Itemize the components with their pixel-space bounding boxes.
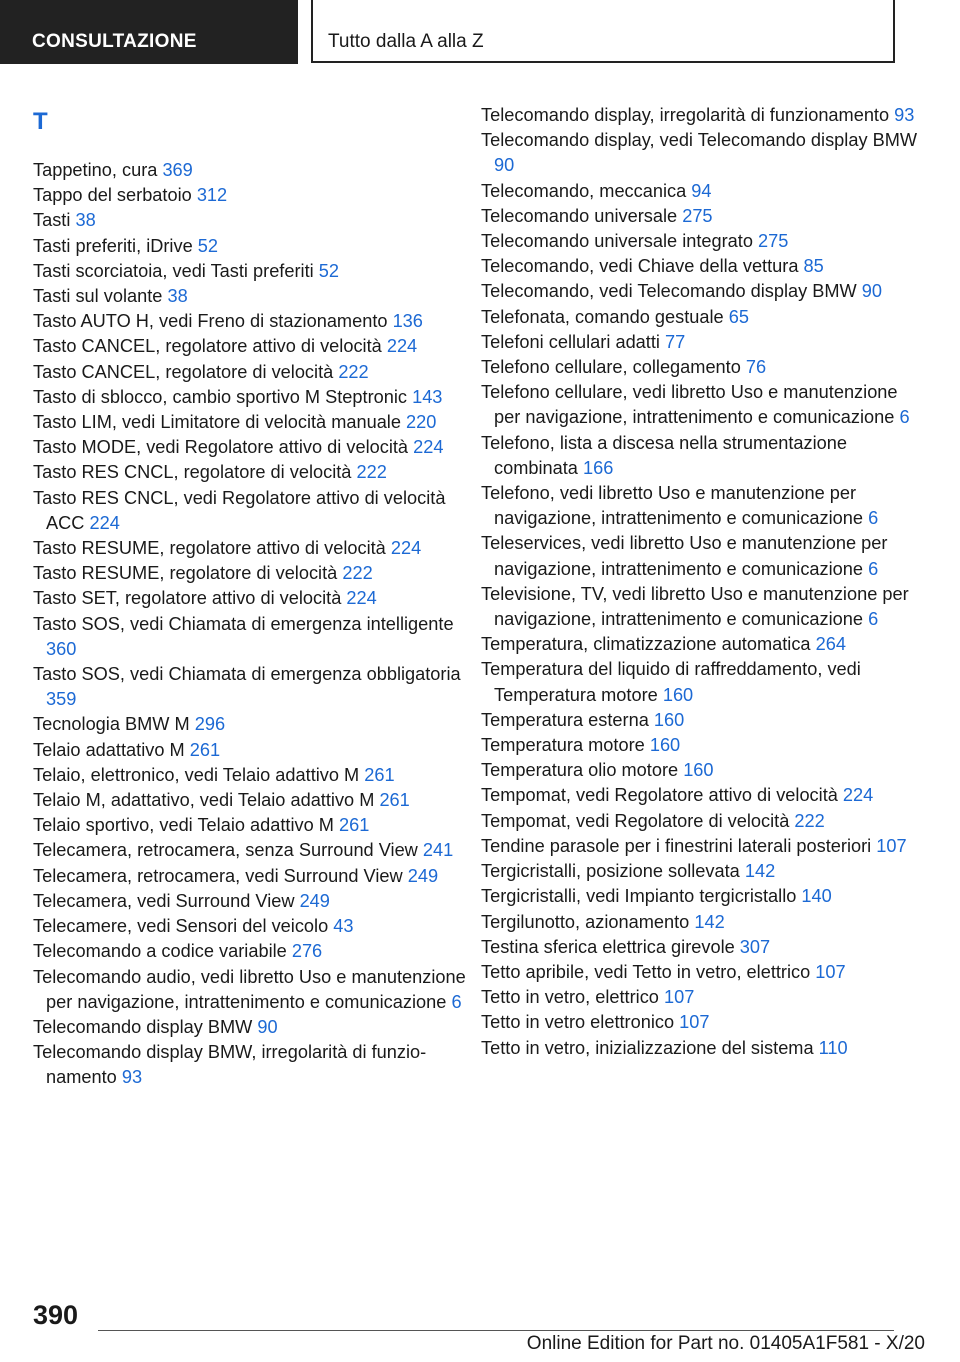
index-page-link[interactable]: 160 (683, 760, 714, 781)
index-entry (481, 733, 921, 758)
index-page-link[interactable]: 261 (379, 790, 410, 811)
index-page-link[interactable]: 261 (364, 764, 395, 785)
index-entry (481, 960, 921, 985)
index-entry-text: Tetto apribile, vedi Tetto in vetro, elettrico (481, 961, 811, 982)
footer-divider (98, 1330, 894, 1331)
index-entry (481, 859, 921, 884)
index-entry-text: Tempomat, vedi Regolatore di velocità (481, 810, 790, 831)
index-entry (481, 531, 921, 581)
index-entry-text: Tasti (33, 210, 71, 231)
index-entry (481, 229, 921, 254)
index-page-link[interactable]: 6 (868, 508, 879, 529)
index-entry (33, 965, 473, 1015)
index-page-link[interactable]: 140 (801, 886, 832, 907)
index-entry (33, 435, 473, 460)
index-entry (33, 1040, 473, 1090)
index-page-link[interactable]: 360 (46, 638, 77, 659)
index-entry (33, 788, 473, 813)
index-entry (481, 380, 921, 430)
index-entry-text: Telecomando universale (481, 205, 678, 226)
index-entry (481, 884, 921, 909)
index-page-link[interactable]: 43 (333, 916, 354, 937)
index-entry-text: Tetto in vetro, inizializzazione del sistema (481, 1037, 814, 1058)
index-entry (481, 330, 921, 355)
index-page-link[interactable]: 52 (318, 260, 339, 281)
index-entry-text: Temperatura del liquido di raffreddamento, vedi Temperatura motore (481, 659, 861, 705)
index-entry-text: Testina sferica elettrica girevole (481, 936, 735, 957)
index-page-link[interactable]: 93 (121, 1067, 143, 1088)
index-entry (481, 910, 921, 935)
index-entry-text: Telaio, elettronico, vedi Telaio adattivo M (33, 764, 360, 785)
index-entry-text: Telefono, vedi libretto Uso e manutenzione per navigazione, intrattenimento e comunicazione (481, 483, 864, 529)
index-entry (33, 410, 473, 435)
index-entry-text: Telecamera, vedi Surround View (33, 890, 295, 911)
index-entry (481, 1036, 921, 1061)
index-entry (481, 657, 921, 707)
index-page-link[interactable]: 224 (89, 512, 120, 533)
index-entry (33, 385, 473, 410)
index-entry (481, 279, 921, 304)
index-entry-text: Temperatura olio motore (481, 760, 679, 781)
index-page-link[interactable]: 94 (691, 180, 712, 201)
footer-edition: Online Edition for Part no. 01405A1F581 - X/20 (526, 1333, 925, 1354)
index-entry (33, 712, 473, 737)
index-page-link[interactable]: 107 (679, 1012, 710, 1033)
index-entry (481, 204, 921, 229)
index-entry (33, 234, 473, 259)
index-page-link[interactable]: 224 (386, 336, 418, 357)
index-entry (33, 208, 473, 233)
index-page-link[interactable]: 38 (167, 286, 188, 307)
index-entry-text: Tergicristalli, vedi Impianto tergicristallo (481, 886, 797, 907)
index-page-link[interactable]: 275 (682, 205, 713, 226)
index-entry (33, 536, 473, 561)
index-entry-text: Telecomando, vedi Telecomando display BMW (481, 281, 857, 302)
header-chapter-tab (311, 0, 895, 63)
index-page-link[interactable]: 6 (451, 991, 462, 1012)
index-page-link[interactable]: 261 (339, 815, 370, 836)
index-page-link[interactable]: 90 (494, 155, 515, 176)
index-entry (33, 259, 473, 284)
index-page-link[interactable]: 220 (406, 412, 437, 433)
index-entry-text: Telecomando display, irregolarità di funzionamento (481, 105, 890, 125)
index-entry-text: Teleservices, vedi libretto Uso e manutenzione per navigazione, intrattenimento e comunicazione (481, 533, 888, 579)
index-entry-text: Tasto RESUME, regolatore attivo di velocità (33, 538, 386, 559)
index-entry-text: Tecnologia BMW M (33, 714, 190, 735)
index-page-link[interactable]: 6 (868, 609, 879, 630)
index-entry (33, 360, 473, 385)
index-entry (481, 809, 921, 834)
index-entry (33, 183, 473, 208)
index-page-link[interactable]: 222 (356, 462, 387, 483)
index-page-link[interactable]: 222 (338, 361, 369, 382)
index-entry-text: Tendine parasole per i finestrini laterali posteriori (481, 835, 872, 856)
index-page-link[interactable]: 142 (694, 911, 725, 932)
index-entry-text: Tasto RES CNCL, vedi Regolatore attivo di velocità ACC (33, 487, 446, 533)
index-letter: T (33, 108, 48, 135)
index-page-link[interactable]: 276 (291, 941, 323, 962)
index-entry-text: Tasti sul volante (33, 286, 163, 307)
index-entry (481, 783, 921, 808)
index-entry-text: Telefono cellulare, vedi libretto Uso e manutenzione per navigazione, intrattenimento e comunicazione (481, 382, 898, 428)
index-entry-text: Telaio M, adattativo, vedi Telaio adattivo M (33, 790, 375, 811)
index-page-link[interactable]: 241 (422, 840, 454, 861)
index-page-link[interactable]: 107 (815, 961, 846, 982)
header-chapter-title: Tutto dalla A alla Z (328, 31, 484, 52)
index-entry-text: Tasto RES CNCL, regolatore di velocità (33, 462, 352, 483)
page-number: 390 (33, 1300, 79, 1330)
index-entry (33, 309, 473, 334)
index-entry (481, 1010, 921, 1035)
index-page-link[interactable]: 6 (868, 558, 879, 579)
index-entry-text: Tetto in vetro, elettrico (481, 987, 659, 1008)
index-entry-text: Tasto SET, regolatore attivo di velocità (33, 588, 342, 609)
index-entry (481, 582, 921, 632)
index-page-link[interactable]: 160 (653, 709, 685, 730)
index-page-link[interactable]: 107 (876, 835, 907, 856)
index-entry-text: Tasto LIM, vedi Limitatore di velocità manuale (33, 412, 401, 433)
index-page-link[interactable]: 107 (663, 987, 695, 1008)
index-column-right (481, 103, 921, 1061)
index-entry (481, 935, 921, 960)
index-page-link[interactable]: 160 (649, 735, 681, 756)
index-entry (481, 758, 921, 783)
index-entry-text: Tasti scorciatoia, vedi Tasti preferiti (33, 260, 314, 281)
index-page-link[interactable]: 93 (894, 105, 915, 125)
index-entry-text: Tergicristalli, posizione sollevata (481, 861, 740, 882)
index-page-link[interactable]: 166 (582, 457, 614, 478)
index-page-link[interactable]: 6 (899, 407, 910, 428)
index-entry (33, 158, 473, 183)
index-entry-text: Temperatura motore (481, 735, 645, 756)
index-page-link[interactable]: 224 (390, 538, 422, 559)
index-page-link[interactable]: 90 (861, 281, 883, 302)
index-entry-text: Tetto in vetro elettronico (481, 1012, 675, 1033)
index-entry (481, 708, 921, 733)
index-entry-text: Telecamera, retrocamera, senza Surround View (33, 840, 418, 861)
index-entry-text: Tempomat, vedi Regolatore attivo di velocità (481, 785, 838, 806)
index-entry-text: Tasti preferiti, iDrive (33, 235, 193, 256)
index-entry (33, 561, 473, 586)
index-entry-text: Telefono cellulare, collegamento (481, 357, 741, 378)
index-page-link[interactable]: 249 (299, 890, 330, 911)
index-page-link[interactable]: 110 (818, 1037, 848, 1058)
index-page-link[interactable]: 249 (407, 865, 439, 886)
index-entry-text: Telecomando display, vedi Telecomando display BMW (481, 130, 918, 151)
index-entry-text: Telecomando display BMW, irregolarità di funzionamento (33, 1042, 427, 1088)
index-entry-text: Telecamere, vedi Sensori del veicolo (33, 916, 329, 937)
index-entry-text: Tasto AUTO H, vedi Freno di stazionamento (33, 311, 388, 332)
index-page-link[interactable]: 224 (413, 437, 444, 458)
index-entry-text: Tasto RESUME, regolatore di velocità (33, 563, 338, 584)
index-entry-text: Telecamera, retrocamera, vedi Surround View (33, 865, 403, 886)
index-entry (481, 103, 921, 128)
index-entry-text: Telecomando a codice variabile (33, 941, 287, 962)
index-page-link[interactable]: 224 (346, 588, 377, 609)
index-entry-text: Tasto SOS, vedi Chiamata di emergenza obbligatoria (33, 664, 461, 685)
index-entry-text: Tergilunotto, azionamento (481, 911, 690, 932)
index-entry (33, 460, 473, 485)
index-page-link[interactable]: 261 (189, 739, 221, 760)
index-entry (33, 864, 473, 889)
index-entry (33, 939, 473, 964)
index-page-link[interactable]: 369 (162, 160, 193, 180)
index-page-link[interactable]: 136 (392, 311, 423, 332)
index-entry (481, 431, 921, 481)
index-entry-text: Tappetino, cura (33, 160, 158, 180)
index-page-link[interactable]: 52 (197, 235, 218, 256)
index-page-link[interactable]: 296 (194, 714, 226, 735)
index-entry (481, 481, 921, 531)
index-entry (33, 763, 473, 788)
index-entry (481, 254, 921, 279)
index-entry-text: Tasto di sblocco, cambio sportivo M Steptronic (33, 386, 408, 407)
index-entry (33, 914, 473, 939)
index-entry (481, 985, 921, 1010)
index-entry (33, 838, 473, 863)
index-entry (33, 284, 473, 309)
index-entry-text: Telecomando, meccanica (481, 180, 687, 201)
index-page-link[interactable]: 76 (745, 357, 767, 378)
index-column-left (33, 158, 473, 1091)
index-entry (33, 738, 473, 763)
index-entry-text: Telecomando universale integrato (481, 231, 753, 252)
index-entry (33, 334, 473, 359)
index-page-link[interactable]: 307 (739, 936, 771, 957)
header-section-tab (0, 0, 298, 64)
index-entry-text: Telefonata, comando gestuale (481, 306, 724, 327)
index-entry-text: Tasto MODE, vedi Regolatore attivo di velocità (33, 437, 409, 458)
index-page-link[interactable]: 90 (257, 1016, 278, 1037)
index-page-link[interactable]: 160 (662, 684, 694, 705)
index-entry-text: Temperatura esterna (481, 709, 649, 730)
index-page-link[interactable]: 142 (744, 861, 776, 882)
index-entry (33, 889, 473, 914)
index-entry-text: Telefoni cellulari adatti (481, 331, 660, 352)
index-entry-text: Tasto CANCEL, regolatore di velocità (33, 361, 334, 382)
index-page-link[interactable]: 77 (665, 331, 686, 352)
index-entry (33, 813, 473, 838)
index-entry (33, 612, 473, 662)
index-entry-text: Temperatura, climatizzazione automatica (481, 634, 811, 655)
index-page-link[interactable]: 143 (412, 386, 443, 407)
index-page-link[interactable]: 222 (794, 810, 825, 831)
index-entry-text: Telefono, lista a discesa nella strumentazione combinata (481, 432, 847, 478)
index-entry-text: Telecomando display BMW (33, 1016, 253, 1037)
index-page-link[interactable]: 264 (815, 634, 846, 655)
index-entry (481, 632, 921, 657)
index-page-link[interactable]: 312 (196, 185, 228, 206)
index-page-link[interactable]: 222 (342, 563, 373, 584)
index-page-link[interactable]: 275 (758, 231, 789, 252)
index-entry (481, 305, 921, 330)
index-entry-text: Tappo del serbatoio (33, 185, 192, 206)
header-section-title: CONSULTAZIONE (32, 31, 197, 52)
index-page-link[interactable]: 38 (75, 210, 96, 231)
index-entry-text: Tasto SOS, vedi Chiamata di emergenza intelligente (33, 613, 454, 634)
index-page-link[interactable]: 224 (842, 785, 874, 806)
index-entry (33, 586, 473, 611)
index-entry (481, 355, 921, 380)
index-entry-text: Telaio adattativo M (33, 739, 185, 760)
index-entry (33, 486, 473, 536)
index-entry-text: Telecomando, vedi Chiave della vettura (481, 256, 799, 277)
index-entry (481, 128, 921, 178)
index-entry (33, 662, 473, 712)
index-entry-text: Televisione, TV, vedi libretto Uso e manutenzione per navigazione, intrattenimento e comunicazione (481, 583, 909, 630)
index-entry-text: Telaio sportivo, vedi Telaio adattivo M (33, 815, 334, 836)
index-entry-text: Tasto CANCEL, regolatore attivo di velocità (33, 336, 382, 357)
index-page-link[interactable]: 359 (46, 689, 77, 710)
index-entry (33, 1015, 473, 1040)
index-entry-text: Telecomando audio, vedi libretto Uso e manutenzione per navigazione, intrattenimento e comunicazione (33, 966, 466, 1012)
index-entry (481, 179, 921, 204)
index-page-link[interactable]: 85 (803, 256, 824, 277)
index-entry (481, 834, 921, 859)
index-page-link[interactable]: 65 (728, 306, 749, 327)
